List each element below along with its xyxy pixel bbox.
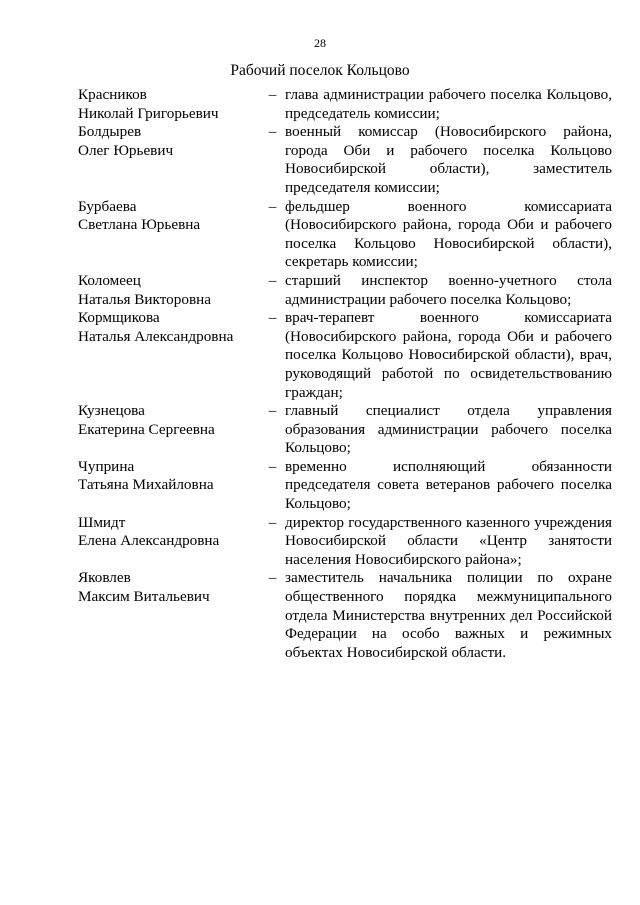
member-name xyxy=(78,402,260,439)
member-given-names: Светлана Юрьевна xyxy=(78,216,201,234)
member-row xyxy=(78,272,612,309)
dash-separator: – xyxy=(268,271,277,289)
member-given-names: Наталья Александровна xyxy=(78,327,234,345)
member-name xyxy=(78,569,260,606)
member-row xyxy=(78,198,612,272)
member-role: глава администрации рабочего поселка Кольцово, председатель комиссии; xyxy=(285,86,612,122)
page-number: 28 xyxy=(314,36,326,50)
member-row xyxy=(78,569,612,662)
dash-separator: – xyxy=(268,197,277,215)
member-given-names: Олег Юрьевич xyxy=(78,141,174,159)
member-given-names: Татьяна Михайловна xyxy=(78,476,214,494)
dash-separator: – xyxy=(268,457,277,475)
member-surname: Болдырев xyxy=(78,123,142,141)
member-name xyxy=(78,86,260,123)
commission-members-list xyxy=(78,86,612,662)
member-role: военный комиссар (Новосибирского района, города Оби и рабочего поселка Кольцово Новосибирской области), заместитель председателя комиссии; xyxy=(285,123,612,196)
member-given-names: Екатерина Сергеевна xyxy=(78,420,215,438)
member-name xyxy=(78,272,260,309)
member-row xyxy=(78,86,612,123)
member-given-names: Наталья Викторовна xyxy=(78,290,211,308)
dash-separator: – xyxy=(268,123,277,141)
dash-separator: – xyxy=(268,309,277,327)
dash-separator: – xyxy=(268,86,277,103)
member-surname: Чуприна xyxy=(78,457,135,475)
member-role: главный специалист отдела управления образования администрации рабочего поселка Кольцово; xyxy=(285,402,612,457)
member-surname: Коломеец xyxy=(78,271,141,289)
member-surname: Красников xyxy=(78,86,147,103)
member-name xyxy=(78,458,260,495)
dash-separator: – xyxy=(268,402,277,420)
member-surname: Яковлев xyxy=(78,569,131,587)
member-row xyxy=(78,402,612,458)
member-role: заместитель начальника полиции по охране общественного порядка межмуниципального отдела Министерства внутренних дел Российской Федерации на особо важных и режимных объектах Новосибирской области. xyxy=(285,569,612,661)
member-row xyxy=(78,458,612,514)
member-surname: Бурбаева xyxy=(78,197,137,215)
member-role: директор государственного казенного учреждения Новосибирской области «Центр занятости населения Новосибирского района»; xyxy=(285,513,612,568)
member-name xyxy=(78,309,260,346)
member-name xyxy=(78,198,260,235)
member-role: врач-терапевт военного комиссариата (Новосибирского района, города Оби и рабочего поселка Кольцово Новосибирской области), врач, руководящий работой по освидетельствованию граждан; xyxy=(285,309,612,401)
member-role: старший инспектор военно-учетного стола администрации рабочего поселка Кольцово; xyxy=(285,271,612,308)
member-name xyxy=(78,123,260,160)
member-given-names: Николай Григорьевич xyxy=(78,104,219,122)
member-surname: Кузнецова xyxy=(78,402,145,420)
member-given-names: Максим Витальевич xyxy=(78,588,210,606)
member-role: фельдшер военного комиссариата (Новосибирского района, города Оби и рабочего поселка Кольцово Новосибирской области), секретарь комиссии; xyxy=(285,197,612,271)
member-row xyxy=(78,123,612,197)
member-given-names: Елена Александровна xyxy=(78,532,220,550)
member-row xyxy=(78,514,612,570)
member-surname: Кормщикова xyxy=(78,309,160,327)
member-surname: Шмидт xyxy=(78,513,126,531)
member-name xyxy=(78,514,260,551)
dash-separator: – xyxy=(268,513,277,531)
document-title: Рабочий поселок Кольцово xyxy=(230,62,410,79)
member-role: временно исполняющий обязанности председателя совета ветеранов рабочего поселка Кольцово; xyxy=(285,457,612,513)
dash-separator: – xyxy=(268,569,277,587)
member-row xyxy=(78,309,612,402)
